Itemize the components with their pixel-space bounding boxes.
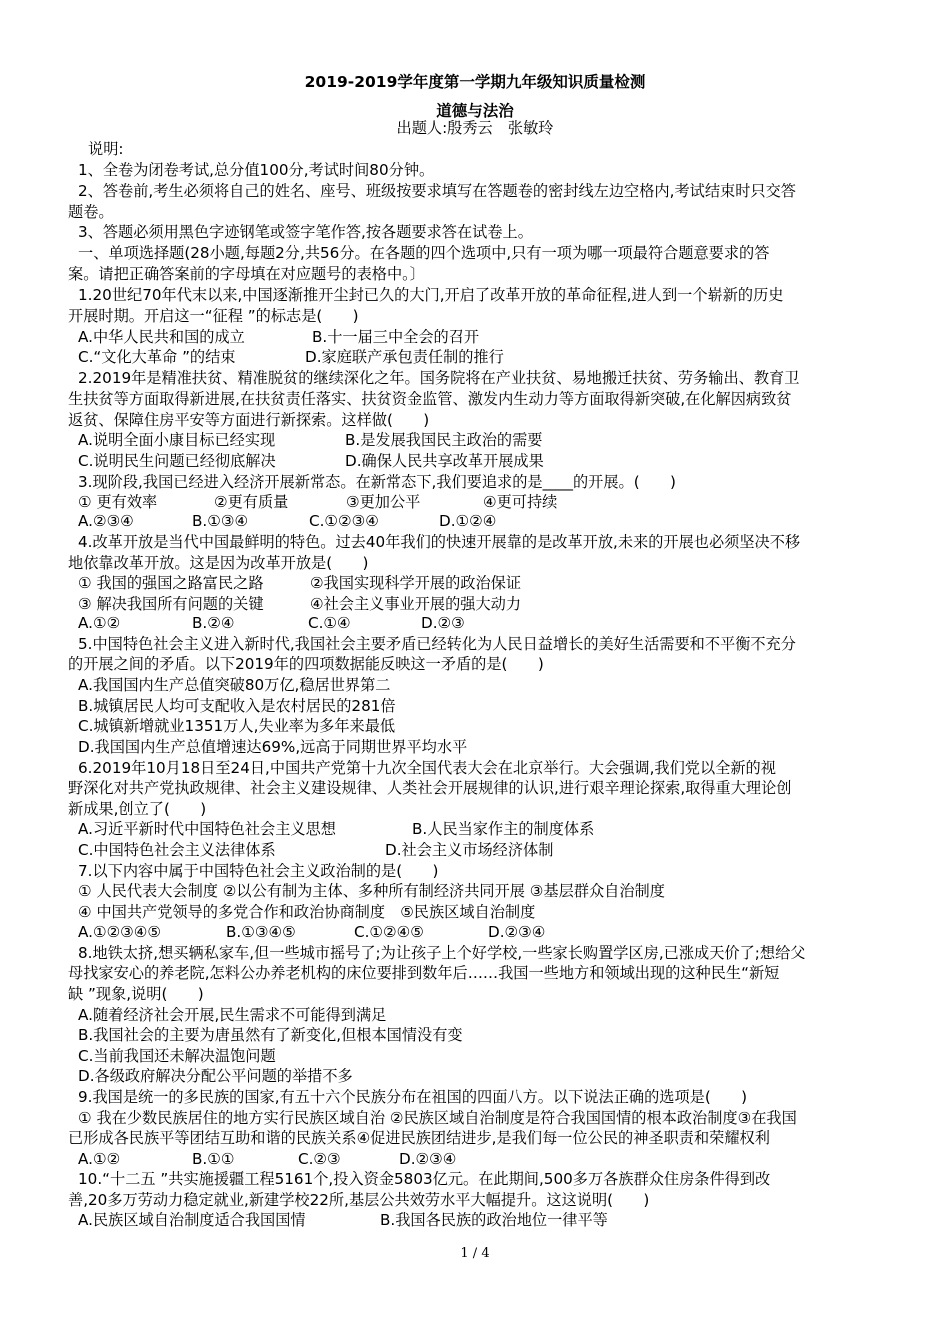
statement: ① 我国的强国之路富民之路 <box>78 574 264 592</box>
option-c: C.①④ <box>308 614 351 632</box>
question-stem: 10.“十二五 ”共实施援疆工程5161个,投入资金5803亿元。在此期间,500多万各族群众住房条件得到改 <box>78 1170 771 1188</box>
question-stem: 9.我国是统一的多民族的国家,有五十六个民族分布在祖国的四面八方。以下说法正确的选项是( ) <box>78 1088 748 1106</box>
statement: ②更有质量 <box>214 493 289 511</box>
option-d: D.②③ <box>421 614 465 632</box>
option-a: A.①② <box>78 614 121 632</box>
option-a: A.随着经济社会开展,民生需求不可能得到满足 <box>78 1006 387 1024</box>
question-stem: 新成果,创立了( ) <box>68 800 207 818</box>
option-a: A.习近平新时代中国特色社会主义思想 <box>78 820 336 838</box>
question-stem: 开展时期。开启这一“征程 ”的标志是( ) <box>68 307 359 325</box>
option-b: B.我国各民族的政治地位一律平等 <box>380 1211 608 1229</box>
instructions-label: 说明: <box>88 140 124 158</box>
statement: ④ 中国共产党领导的多党合作和政治协商制度 ⑤民族区域自治制度 <box>78 903 536 921</box>
statement: ③ 解决我国所有问题的关键 <box>78 595 264 613</box>
question-stem: 1.20世纪70年代末以来,中国逐渐推开尘封已久的大门,开启了改革开放的革命征程,进人到一个崭新的历史 <box>78 286 784 304</box>
instruction-item: 2、答卷前,考生必须将自己的姓名、座号、班级按要求填写在答题卷的密封线左边空格内,考试结束时只交答 <box>78 182 796 200</box>
option-a: A.民族区域自治制度适合我国国情 <box>78 1211 306 1229</box>
question-stem: 返贫、保障住房平安等方面进行新探索。这样做( ) <box>68 411 430 429</box>
page-number: 1 / 4 <box>460 1246 490 1261</box>
question-stem: 野深化对共产党执政规律、社会主义建设规律、人类社会开展规律的认识,进行艰辛理论探索,取得重大理论创 <box>68 779 792 797</box>
question-stem: 8.地铁太挤,想买辆私家车,但一些城市摇号了;为让孩子上个好学校,一些家长购置学区房,已涨成天价了;想给父 <box>78 944 806 962</box>
option-c: C.中国特色社会主义法律体系 <box>78 841 276 859</box>
option-c: C.城镇新增就业1351万人,失业率为多年来最低 <box>78 717 396 735</box>
question-stem: 地依靠改革开放。这是因为改革开放是( ) <box>68 554 369 572</box>
authors-line: 出题人:殷秀云 张敏玲 <box>396 119 554 137</box>
statement: ④社会主义事业开展的强大动力 <box>310 595 522 613</box>
question-stem: 2.2019年是精准扶贫、精准脱贫的继续深化之年。国务院将在产业扶贫、易地搬迁扶贫、劳务输出、教育卫 <box>78 369 800 387</box>
option-d: D.各级政府解决分配公平问题的举措不多 <box>78 1067 353 1085</box>
statement: 已形成各民族平等团结互助和谐的民族关系④促进民族团结进步,是我们每一位公民的神圣职责和荣耀权利 <box>68 1129 770 1147</box>
statement: ④更可持续 <box>483 493 558 511</box>
option-d: D.社会主义市场经济体制 <box>385 841 554 859</box>
option-d: D.确保人民共享改革开展成果 <box>345 452 544 470</box>
subject-title: 道德与法治 <box>436 102 514 120</box>
option-c: C.①②④⑤ <box>354 923 424 941</box>
statement: ① 更有效率 <box>78 493 158 511</box>
option-b: B.①① <box>192 1150 235 1168</box>
option-d: D.②③④ <box>399 1150 457 1168</box>
option-a: A.我国国内生产总值突破80万亿,稳居世界第二 <box>78 676 391 694</box>
question-stem: 3.现阶段,我国已经进入经济开展新常态。在新常态下,我们要追求的是____的开展。( ) <box>78 473 676 491</box>
statement: ① 人民代表大会制度 ②以公有制为主体、多种所有制经济共同开展 ③基层群众自治制度 <box>78 882 665 900</box>
option-b: B.是发展我国民主政治的需要 <box>345 431 543 449</box>
section-heading: 一、单项选择题(28小题,每题2分,共56分。在各题的四个选项中,只有一项为哪一项最符合题意要求的答 <box>78 244 770 262</box>
option-b: B.十一届三中全会的召开 <box>312 328 480 346</box>
question-stem: 的开展之间的矛盾。以下2019年的四项数据能反映这一矛盾的是( ) <box>68 655 544 673</box>
statement: ① 我在少数民族居住的地方实行民族区域自治 ②民族区域自治制度是符合我国国情的根本政治制度③在我国 <box>78 1109 797 1127</box>
option-c: C.①②③④ <box>309 512 379 530</box>
option-d: D.我国国内生产总值增速达69%,远高于同期世界平均水平 <box>78 738 468 756</box>
statement: ③更加公平 <box>346 493 421 511</box>
option-a: A.说明全面小康目标已经实现 <box>78 431 276 449</box>
option-c: C.当前我国还未解决温饱问题 <box>78 1047 276 1065</box>
option-b: B.①③④ <box>192 512 249 530</box>
option-b: B.②④ <box>192 614 235 632</box>
option-d: D.②③④ <box>488 923 546 941</box>
option-a: A.①②③④⑤ <box>78 923 162 941</box>
option-b: B.城镇居民人均可支配收入是农村居民的281倍 <box>78 697 396 715</box>
option-c: C.“文化大革命 ”的结束 <box>78 348 236 366</box>
option-a: A.①② <box>78 1150 121 1168</box>
question-stem: 5.中国特色社会主义进入新时代,我国社会主要矛盾已经转化为人民日益增长的美好生活需要和不平衡不充分 <box>78 635 796 653</box>
option-b: B.①③④⑤ <box>226 923 296 941</box>
section-heading: 案。请把正确答案前的字母填在对应题号的表格中。〕 <box>68 265 425 283</box>
option-c: C.说明民生问题已经彻底解决 <box>78 452 276 470</box>
exam-title: 2019-2019学年度第一学期九年级知识质量检测 <box>304 73 646 91</box>
option-b: B.我国社会的主要为唐虽然有了新变化,但根本国情没有变 <box>78 1026 463 1044</box>
option-a: A.中华人民共和国的成立 <box>78 328 245 346</box>
option-b: B.人民当家作主的制度体系 <box>412 820 595 838</box>
question-stem: 缺 ”现象,说明( ) <box>68 985 204 1003</box>
instruction-item: 题卷。 <box>68 203 114 221</box>
question-stem: 4.改革开放是当代中国最鲜明的特色。过去40年我们的快速开展靠的是改革开放,未来的开展也必须坚决不移 <box>78 533 801 551</box>
instruction-item: 1、全卷为闭卷考试,总分值100分,考试时间80分钟。 <box>78 161 435 179</box>
question-stem: 善,20多万劳动力稳定就业,新建学校22所,基层公共效劳水平大幅提升。这这说明( ) <box>68 1191 650 1209</box>
instruction-item: 3、答题必须用黑色字迹钢笔或签字笔作答,按各题要求答在试卷上。 <box>78 223 533 241</box>
question-stem: 生扶贫等方面取得新进展,在扶贫责任落实、扶贫资金监管、激发内生动力等方面取得新突破,在化解因病致贫 <box>68 390 792 408</box>
option-c: C.②③ <box>298 1150 341 1168</box>
option-d: D.①②④ <box>439 512 497 530</box>
statement: ②我国实现科学开展的政治保证 <box>310 574 522 592</box>
option-a: A.②③④ <box>78 512 134 530</box>
question-stem: 6.2019年10月18日至24日,中国共产党第十九次全国代表大会在北京举行。大会强调,我们党以全新的视 <box>78 759 776 777</box>
question-stem: 7.以下内容中属于中国特色社会主义政治制的是( ) <box>78 862 439 880</box>
question-stem: 母找家安心的养老院,怎料公办养老机构的床位要排到数年后……我国一些地方和领域出现的这种民生“新短 <box>68 964 780 982</box>
option-d: D.家庭联产承包责任制的推行 <box>305 348 504 366</box>
